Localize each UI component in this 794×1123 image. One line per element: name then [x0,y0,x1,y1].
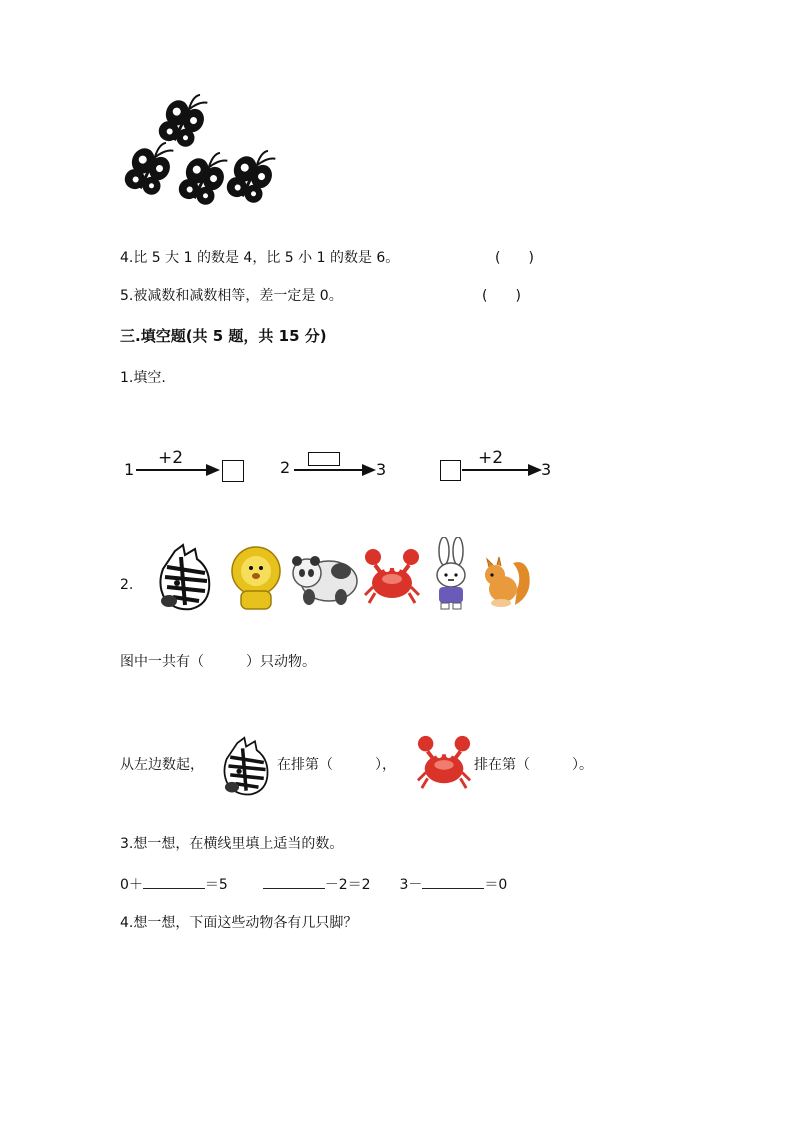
panda-icon [289,549,359,609]
q2-line2-part3: 排在第（ ）。 [474,757,593,773]
eq3-left: 3－ [399,877,423,893]
q2-line2-part1: 从左边数起， [120,757,204,773]
expr3-answer-box[interactable] [440,460,461,481]
expr2-left: 2 [280,458,291,477]
expr1-answer-box[interactable] [222,460,244,482]
eq3-right: ＝0 [484,877,508,893]
section-title: 三.填空题(共 5 题，共 15 分) [120,327,327,345]
eq2-right: －2＝2 [324,877,371,893]
q3-equations [120,874,507,895]
q4-title: 4.想一想，下面这些动物各有几只脚？ [120,915,358,931]
eq1-blank[interactable] [143,874,205,889]
expr3-op: +2 [478,448,504,468]
q1-title: 1.填空. [120,370,166,386]
zebra-icon [155,543,217,611]
crab-icon [416,732,472,792]
judgement-q5-paren[interactable]: ( ) [482,288,521,304]
expression-2 [280,448,400,488]
expression-1 [120,448,270,488]
eq3-blank[interactable] [422,874,484,889]
squirrel-icon [481,555,533,609]
butterfly-icon [120,92,280,212]
butterflies-illustration [120,92,280,212]
rabbit-icon [431,537,471,611]
q2-line1: 图中一共有（ ）只动物。 [120,654,316,670]
expression-3 [438,448,568,488]
eq2-blank[interactable] [263,874,325,889]
q2-line2-part2: 在排第（ ）， [277,757,396,773]
q2-number: 2. [120,577,134,593]
lion-icon [227,545,285,611]
q3-title: 3.想一想，在横线里填上适当的数。 [120,836,344,852]
expr2-right: 3 [376,460,387,479]
arrow-icon [462,462,542,478]
expr1-op: +2 [158,448,184,468]
arrow-icon [294,462,376,478]
animals-row [155,535,535,615]
expr3-right: 3 [541,460,552,479]
eq1-right: ＝5 [204,877,228,893]
judgement-q5 [120,286,343,306]
zebra-icon [218,736,276,796]
judgement-q4-paren[interactable]: ( ) [495,250,534,266]
eq1-left: 0＋ [120,877,143,893]
expr1-left: 1 [124,460,135,479]
arrow-icon [136,462,220,478]
judgement-q4-text: 4.比 5 大 1 的数是 4，比 5 小 1 的数是 6。 [120,250,400,266]
judgement-q4 [120,248,399,268]
crab-icon [363,545,421,607]
judgement-q5-text: 5.被减数和减数相等，差一定是 0。 [120,288,343,304]
